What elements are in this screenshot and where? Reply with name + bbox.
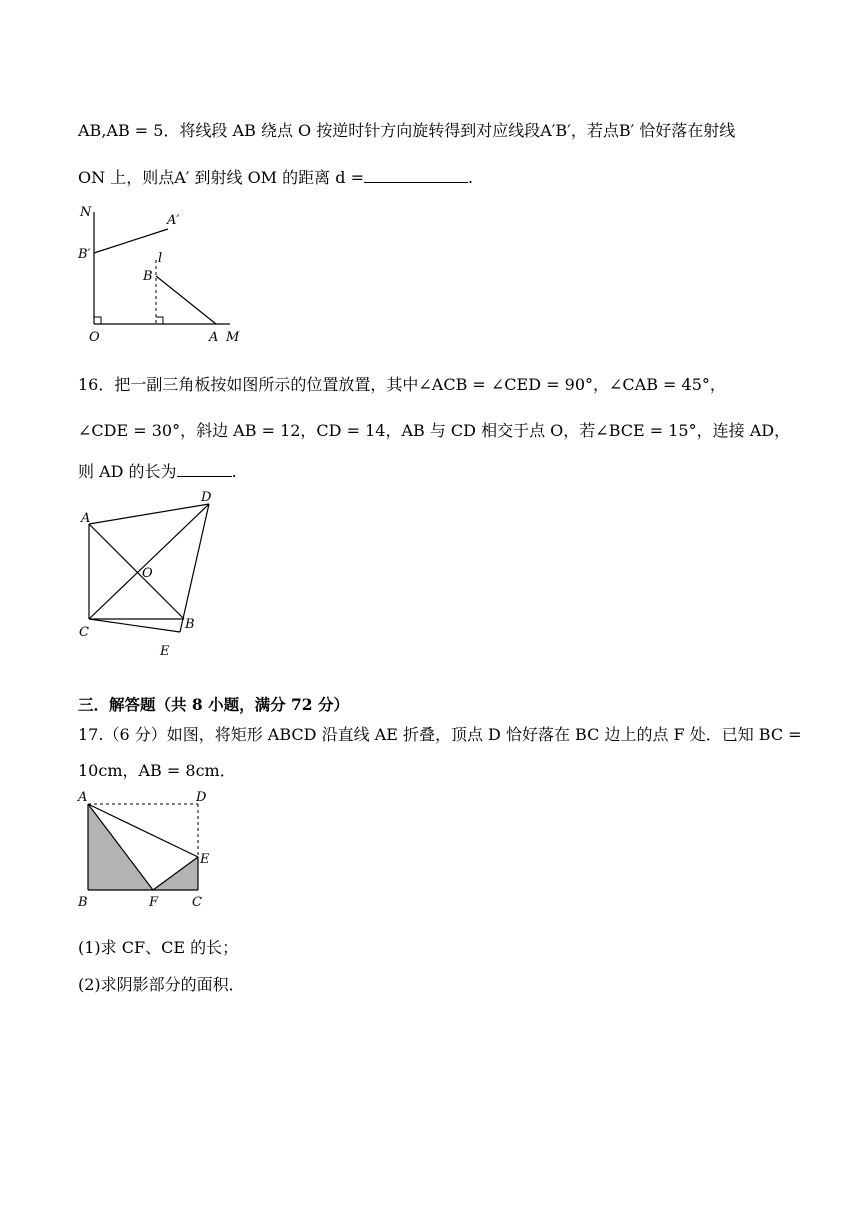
label-l: l <box>158 251 163 266</box>
p16-figure <box>70 485 270 665</box>
p15-line-2-text: ON 上，则点A′ 到射线 OM 的距离 d = <box>78 168 364 187</box>
p17-question-2: (2)求阴影部分的面积． <box>78 975 245 994</box>
label-A: A <box>81 511 91 526</box>
p16-line-3 <box>78 459 237 482</box>
section-heading: 三．解答题（共 8 小题，满分 72 分） <box>78 695 349 714</box>
p15-line-1: AB,AB = 5．将线段 AB 绕点 O 按逆时针方向旋转得到对应线段A′B′，若点B′ 恰好落在射线 <box>78 121 736 140</box>
p15-line-2 <box>78 165 473 188</box>
label-D: D <box>196 790 207 805</box>
label-B-prime: B′ <box>78 247 91 262</box>
label-A: A <box>209 330 219 345</box>
label-A: A <box>78 790 88 805</box>
p15-answer-blank <box>364 168 468 183</box>
label-B: B <box>185 617 195 632</box>
label-M: M <box>226 330 240 345</box>
label-E: E <box>160 644 170 659</box>
p16-line-1: 16．把一副三角板按如图所示的位置放置，其中∠ACB = ∠CED = 90°，∠CAB = 45°， <box>78 375 726 394</box>
p17-line-1: 17.（6 分）如图，将矩形 ABCD 沿直线 AE 折叠，顶点 D 恰好落在 BC 边上的点 F 处．已知 BC = <box>78 725 802 744</box>
p17-question-1: (1)求 CF、CE 的长； <box>78 938 239 957</box>
label-A-prime: A′ <box>167 213 180 228</box>
label-B: B <box>78 895 88 910</box>
label-N: N <box>80 205 92 220</box>
label-C: C <box>192 895 202 910</box>
label-E: E <box>200 852 210 867</box>
label-F: F <box>149 895 159 910</box>
p15-line-2-end: . <box>467 168 474 187</box>
p16-line-3-end: . <box>231 462 237 481</box>
label-O: O <box>142 566 153 581</box>
p15-figure <box>70 200 270 350</box>
p16-answer-blank <box>177 462 232 477</box>
p16-line-2: ∠CDE = 30°，斜边 AB = 12，CD = 14，AB 与 CD 相交于点 O，若∠BCE = 15°，连接 AD， <box>78 421 791 440</box>
p17-figure <box>70 785 230 915</box>
label-D: D <box>201 490 212 505</box>
label-B: B <box>143 269 153 284</box>
label-O: O <box>89 330 100 345</box>
label-C: C <box>79 625 89 640</box>
p17-line-2: 10cm，AB = 8cm． <box>78 761 236 780</box>
p16-line-3-text: 则 AD 的长为 <box>78 462 177 481</box>
